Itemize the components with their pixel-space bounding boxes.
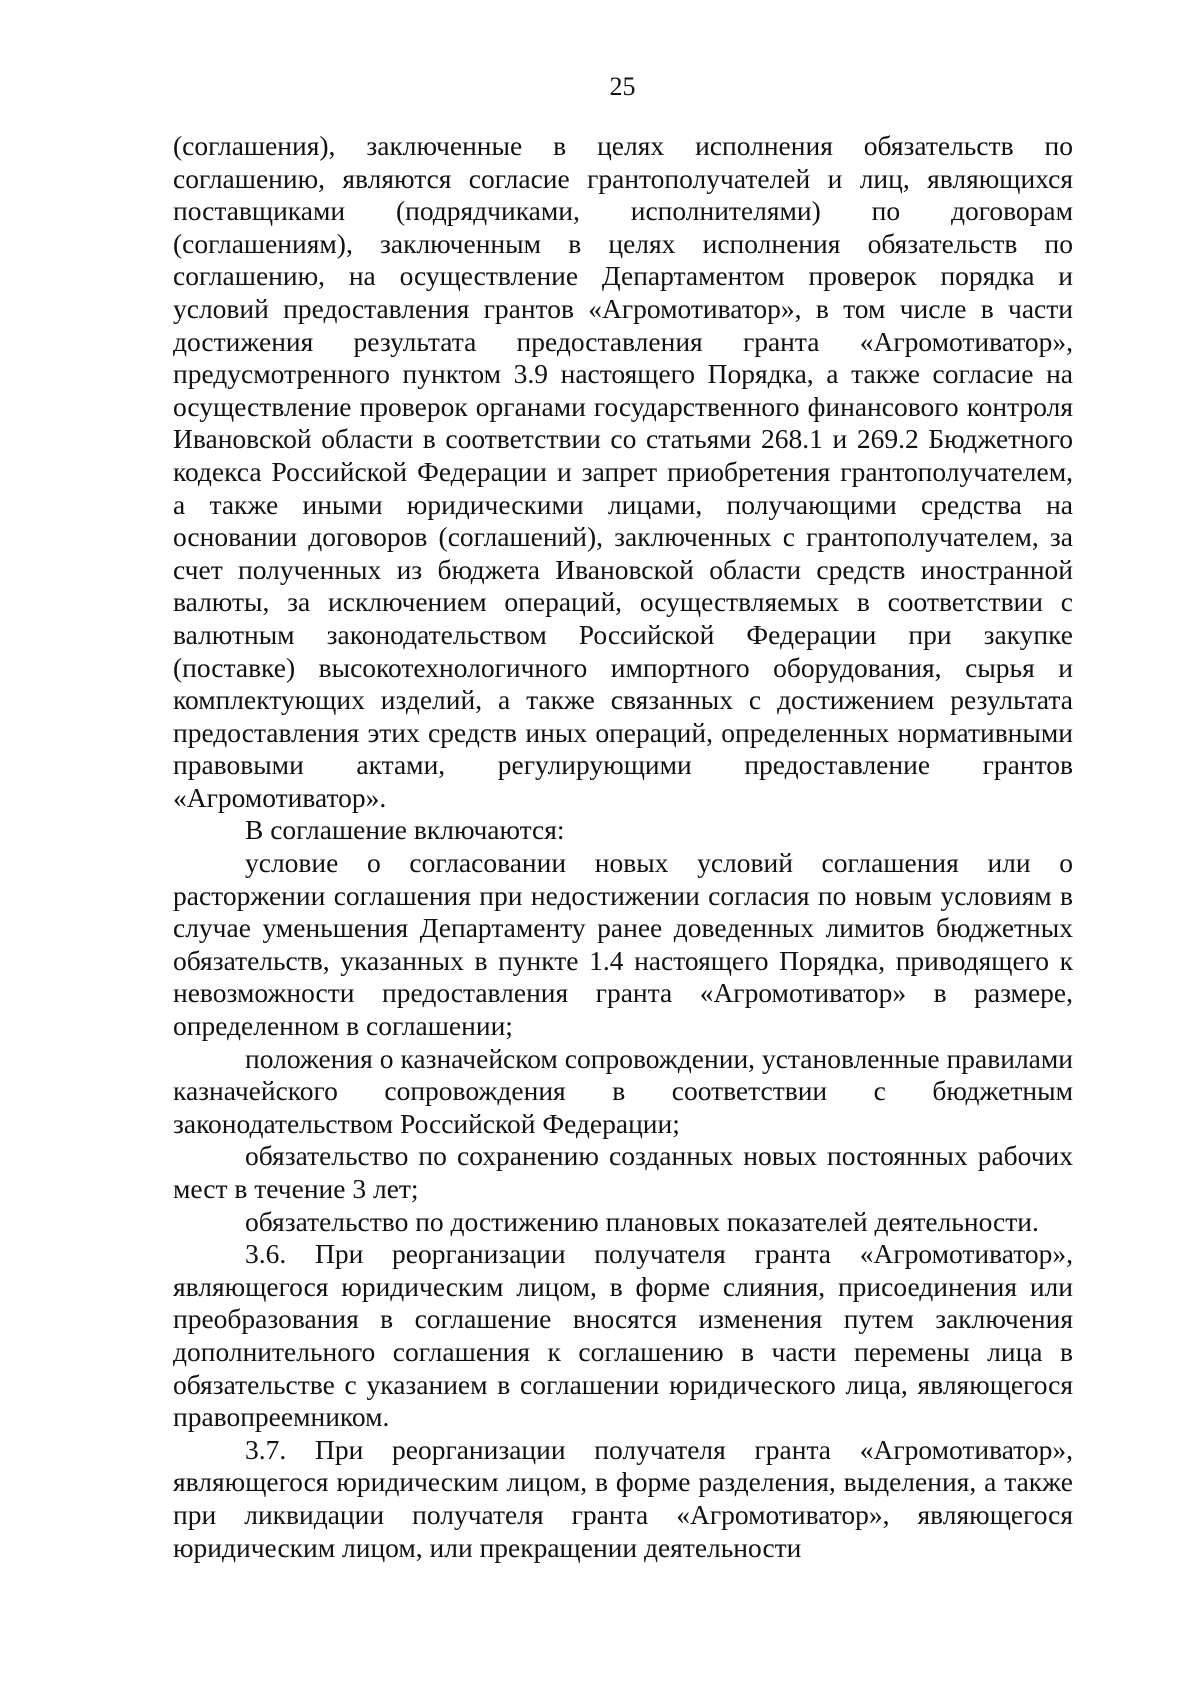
document-body (173, 130, 1073, 1564)
paragraph-treasury-support: положения о казначейском сопровождении, установленные правилами казначейского сопровождения в соответствии с бюджетным законодательством Российской Федерации; (173, 1042, 1073, 1139)
paragraph-new-conditions: условие о согласовании новых условий соглашения или о расторжении соглашения при недостижении согласия по новым условиям в случае уменьшения Департаменту ранее доведенных лимитов бюджетных обязательств, указанных в пункте 1.4 настоящего Порядка, приводящего к невозможности предоставления гранта «Агромотиватор» в размере, определенном в соглашении; (173, 847, 1073, 1042)
page-number: 25 (609, 72, 636, 101)
paragraph-agreement-consent: (соглашения), заключенные в целях исполнения обязательств по соглашению, являются согласие грантополучателей и лиц, являющихся поставщиками (подрядчиками, исполнителями) по договорам (соглашениям), заключенным в целях исполнения обязательств по соглашению, на осуществление Департаментом проверок порядка и условий предоставления грантов «Агромотиватор», в том числе в части достижения результата предоставления гранта «Агромотиватор», предусмотренного пунктом 3.9 настоящего Порядка, а также согласие на осуществление проверок органами государственного финансового контроля Ивановской области в соответствии со статьями 268.1 и 269.2 Бюджетного кодекса Российской Федерации и запрет приобретения грантополучателем, а также иными юридическими лицами, получающими средства на основании договоров (соглашений), заключенных с грантополучателем, за счет полученных из бюджета Ивановской области средств иностранной валюты, за исключением операций, осуществляемых в соответствии с валютным законодательством Российской Федерации при закупке (поставке) высокотехнологичного импортного оборудования, сырья и комплектующих изделий, а также связанных с достижением результата предоставления этих средств иных операций, определенных нормативными правовыми актами, регулирующими предоставление грантов «Агромотиватор». (173, 130, 1073, 813)
paragraph-section-3-7: 3.7. При реорганизации получателя гранта «Агромотиватор», являющегося юридическим лицом, в форме разделения, выделения, а также при ликвидации получателя гранта «Агромотиватор», являющегося юридическим лицом, или прекращении деятельности (173, 1433, 1073, 1563)
paragraph-jobs-obligation: обязательство по сохранению созданных новых постоянных рабочих мест в течение 3 лет; (173, 1140, 1073, 1204)
paragraph-section-3-6: 3.6. При реорганизации получателя гранта «Агромотиватор», являющегося юридическим лицом, в форме слияния, присоединения или преобразования в соглашение вносятся изменения путем заключения дополнительного соглашения к соглашению в части перемены лица в обязательстве с указанием в соглашении юридического лица, являющегося правопреемником. (173, 1238, 1073, 1433)
paragraph-agreement-includes: В соглашение включаются: (245, 814, 565, 846)
paragraph-planned-indicators: обязательство по достижению плановых показателей деятельности. (245, 1205, 1039, 1237)
